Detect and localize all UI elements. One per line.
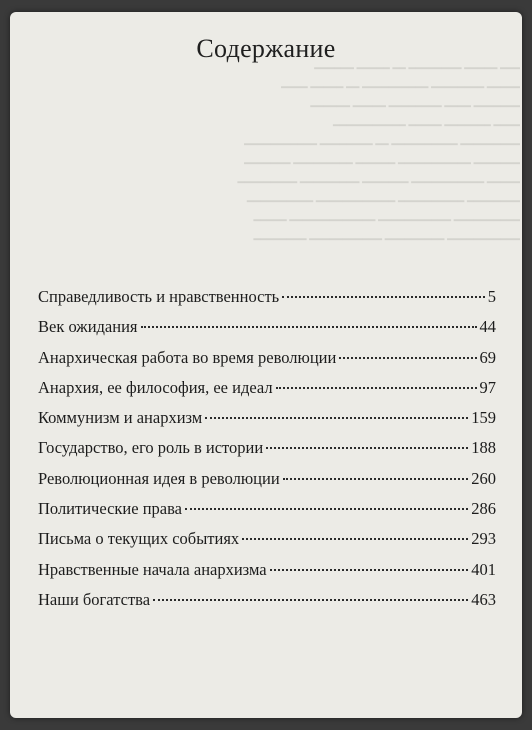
toc-entry-page-number: 188 — [471, 438, 496, 458]
toc-entry-title: Политические права — [38, 499, 183, 519]
toc-entry-page-number: 44 — [479, 317, 496, 337]
toc-entry-title: Государство, его роль в истории — [38, 438, 264, 458]
dot-leader — [205, 417, 468, 419]
dot-leader — [270, 569, 469, 571]
toc-entry-page-number: 293 — [471, 529, 496, 549]
toc-entry-title: Коммунизм и анархизм — [38, 408, 203, 428]
toc-entry-title: Письма о текущих событиях — [38, 529, 240, 549]
toc-entry — [38, 438, 496, 468]
table-of-contents — [38, 287, 496, 620]
toc-entry — [38, 378, 496, 408]
toc-entry-page-number: 69 — [479, 347, 496, 367]
toc-entry-page-number: 260 — [471, 468, 496, 488]
show-through-text: ━━━ ━━━━━ ━━━━━━━━ ━━ ━━━━━ ━━━━━━ ━━━━━ ━━━━━━━━ ━━━━━━━━━━ ━━ ━━━━━ ━━━━ ━━━━━━━ ━━━━ ━━━━━━━━ ━━━━━ ━━━━━━ ━━━━ ━━━━━━━ ━━━━━ ━━━━━━━━━━━ ━━━━━━━━━ ━━━━━━━━━━ ━━ ━━━━━━━━ ━━━━━━━━━━━ ━━━━━━━ ━━━━━━━━━━━ ━━━━━━ ━━━━━━━━━ ━━━━━━━ ━━━━━ ━━━━━━━━━━━ ━━━━━━━ ━━━━━━━━━ ━━━━━━━━━ ━━━━━━━━ ━━━━━━━━━━ ━━━━━━━━━━━━ ━━━━━━━━━━ ━━━━━━━━━━ ━━━━━━━━━━━ ━━━━━━━━━━━━━ ━━━━━ ━━━━━━━━━━━ ━━━━━━━━━ ━━━━━━━━━━━ ━━━━━━━━ — [237, 63, 520, 246]
dot-leader — [266, 447, 468, 449]
toc-entry — [38, 560, 496, 590]
toc-entry-page-number: 401 — [471, 559, 496, 579]
toc-entry — [38, 590, 496, 620]
toc-entry-title: Анархическая работа во время революции — [38, 347, 337, 367]
toc-entry — [38, 317, 496, 347]
toc-entry-title: Справедливость и нравственность — [38, 287, 280, 306]
toc-entry-title: Нравственные начала анархизма — [38, 559, 267, 579]
toc-entry-title: Наши богатства — [38, 589, 151, 609]
dot-leader — [242, 538, 468, 540]
toc-entry-title: Революционная идея в революции — [38, 468, 280, 488]
toc-entry-page-number: 5 — [487, 287, 496, 306]
dot-leader — [276, 387, 477, 389]
toc-entry — [38, 348, 496, 378]
toc-entry-page-number: 286 — [471, 499, 496, 519]
toc-entry-title: Анархия, ее философия, ее идеал — [38, 377, 273, 397]
toc-entry — [38, 469, 496, 499]
toc-entry-title: Век ожидания — [38, 317, 138, 337]
toc-entry-page-number: 463 — [471, 589, 496, 609]
toc-entry — [38, 499, 496, 529]
dot-leader — [153, 599, 468, 601]
dot-leader — [283, 478, 469, 480]
dot-leader — [282, 296, 485, 298]
dot-leader — [185, 508, 468, 510]
book-page — [10, 12, 522, 718]
toc-entry — [38, 287, 496, 317]
page-title: Содержание — [196, 34, 336, 63]
toc-entry-page-number: 159 — [471, 408, 496, 428]
toc-entry-page-number: 97 — [479, 377, 496, 397]
toc-entry — [38, 408, 496, 438]
dot-leader — [339, 357, 476, 359]
toc-entry — [38, 529, 496, 559]
dot-leader — [141, 326, 477, 328]
